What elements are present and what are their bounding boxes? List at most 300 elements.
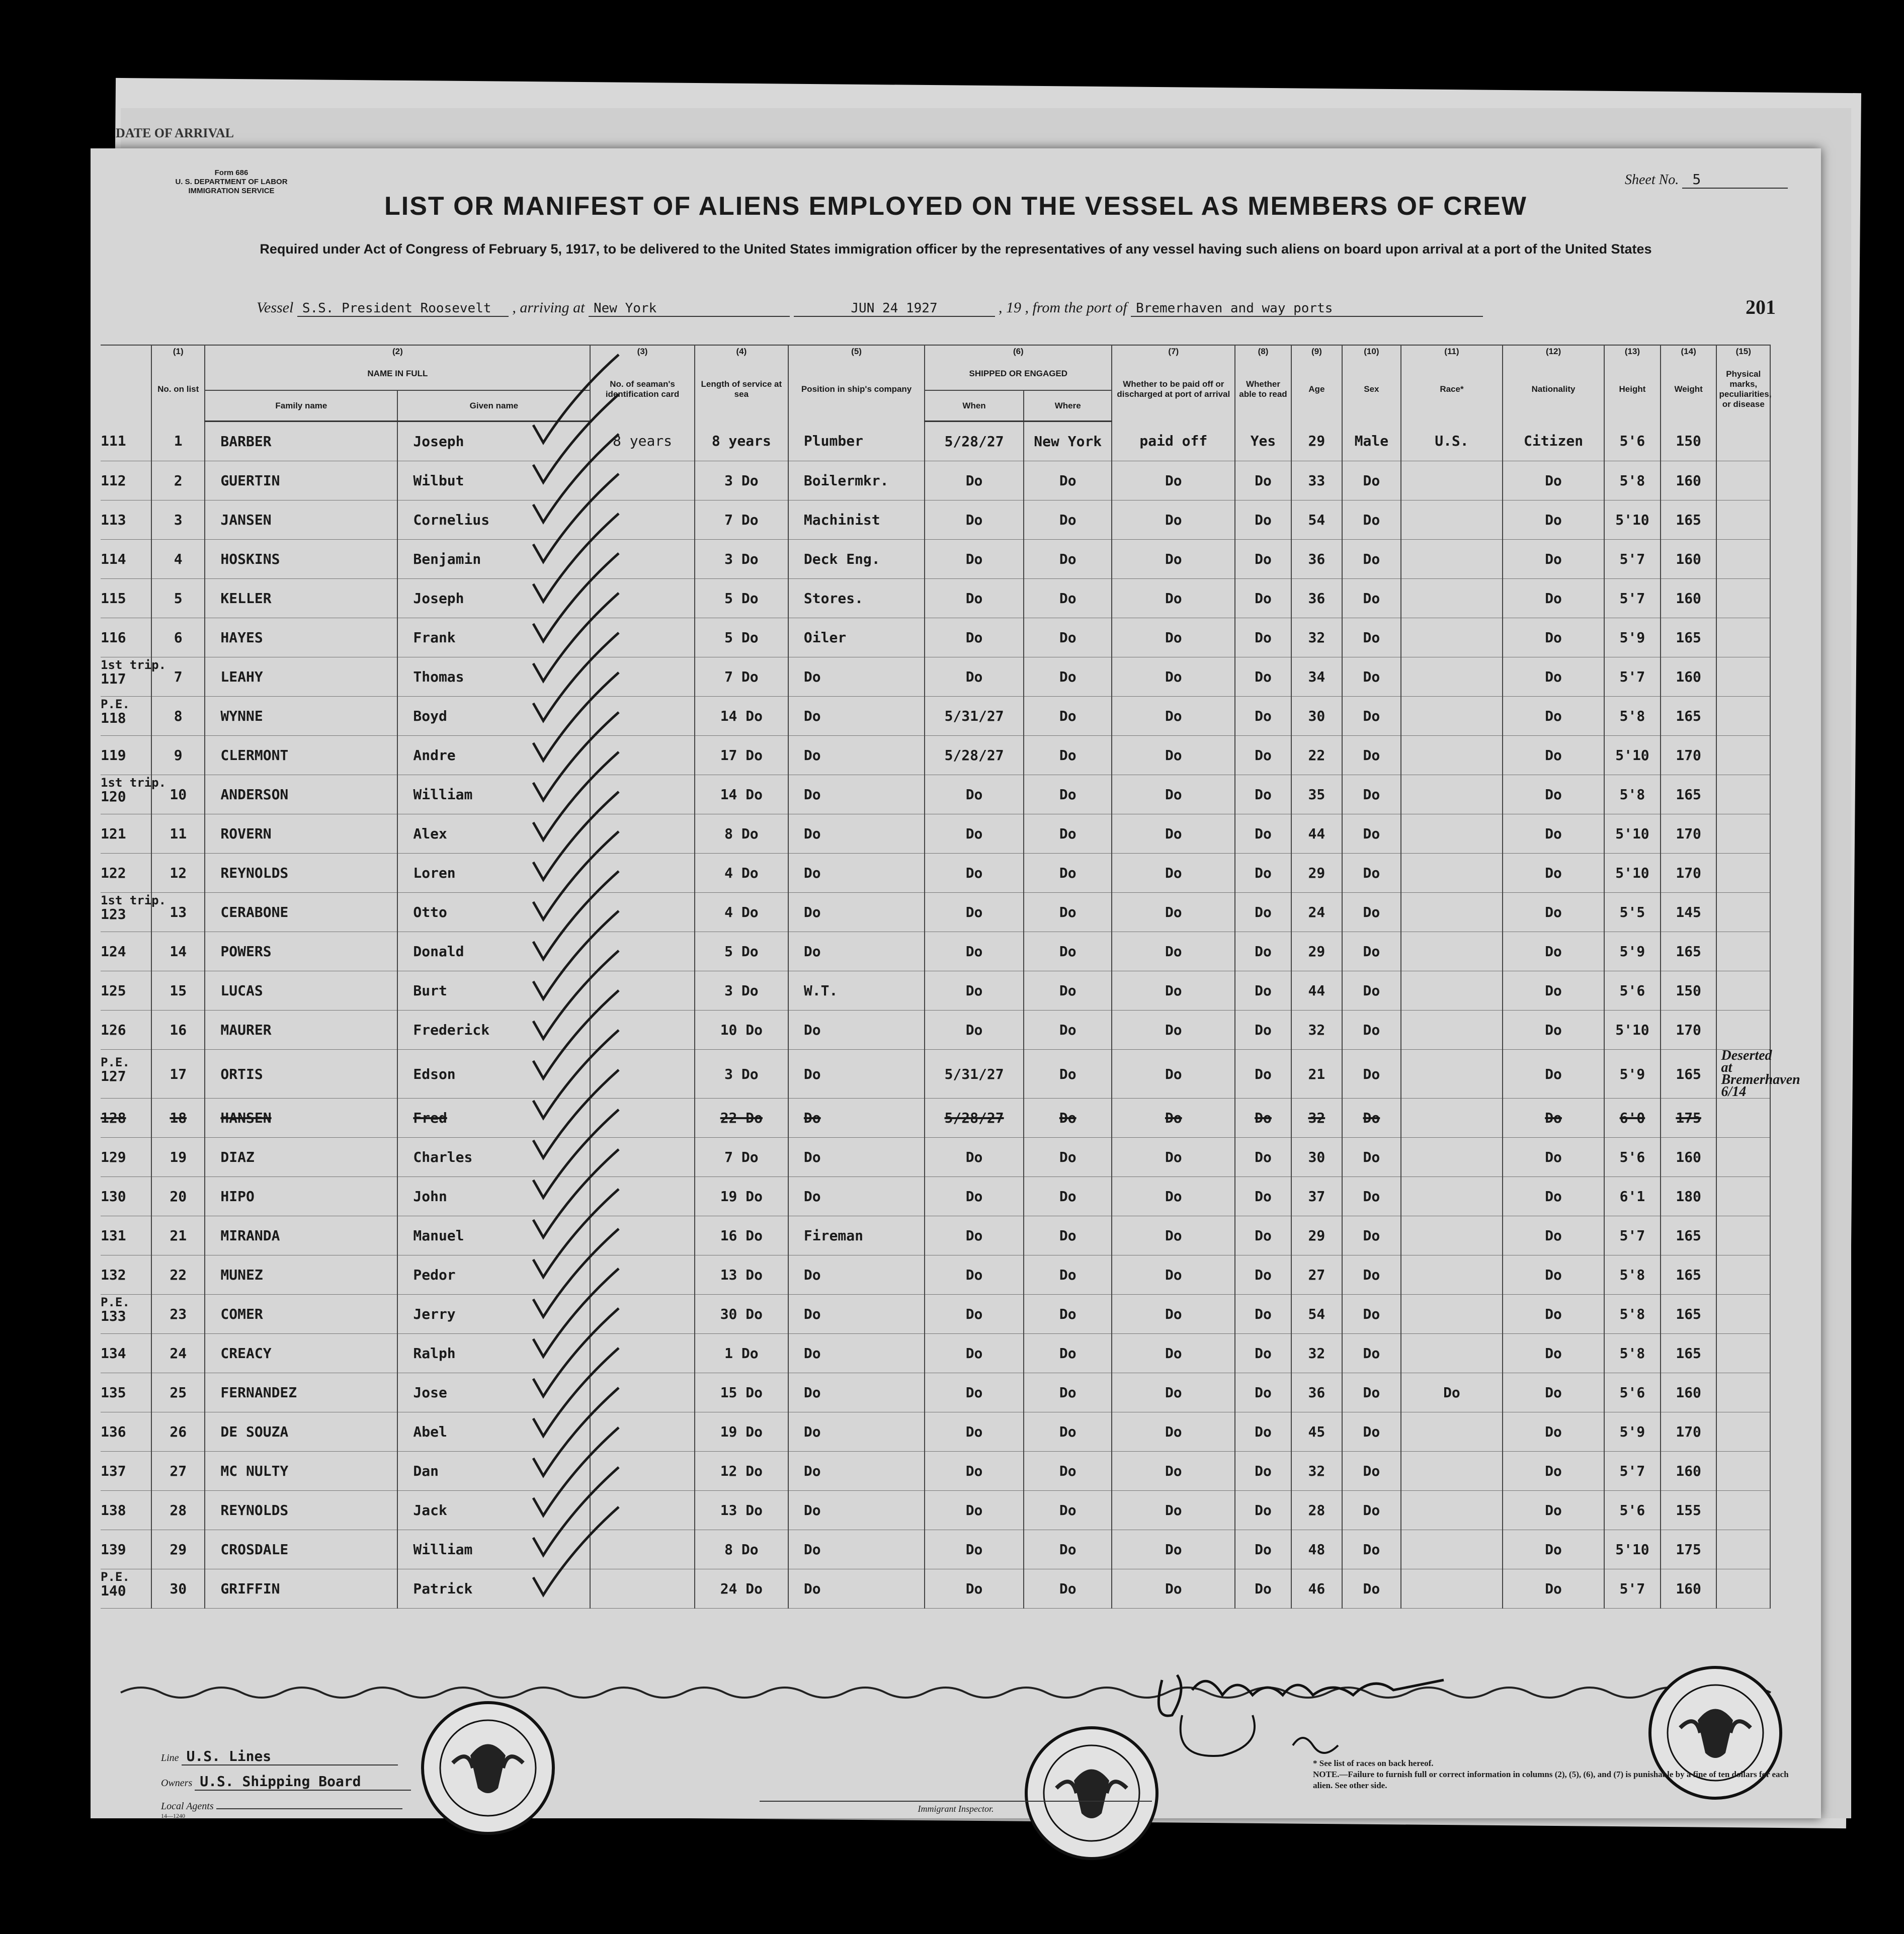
col-physical-marks: Physical marks, peculiarities, or disease <box>1716 358 1770 422</box>
id-card <box>590 736 694 775</box>
height: 5'10 <box>1604 854 1661 893</box>
age: 29 <box>1291 932 1342 971</box>
line-index <box>101 618 151 657</box>
row-number: 30 <box>151 1569 205 1609</box>
able-to-read: Do <box>1235 697 1291 736</box>
height: 5'10 <box>1604 500 1661 540</box>
nationality: Do <box>1503 500 1604 540</box>
family-name: DE SOUZA <box>205 1412 397 1452</box>
shipped-when: Do <box>925 1491 1024 1530</box>
weight: 180 <box>1661 1177 1717 1216</box>
sex: Do <box>1342 1530 1401 1569</box>
sex: Do <box>1342 971 1401 1011</box>
weight: 170 <box>1661 854 1717 893</box>
table-row <box>101 697 1770 736</box>
shipped-where: Do <box>1024 736 1112 775</box>
line-label: Line <box>161 1752 179 1763</box>
row-number: 15 <box>151 971 205 1011</box>
header-row-labels <box>101 358 1770 390</box>
position: Oiler <box>788 618 925 657</box>
family-name: GUERTIN <box>205 461 397 500</box>
physical-marks <box>1716 814 1770 854</box>
line-index-value: 115 <box>101 590 126 607</box>
page-subtitle: Required under Act of Congress of February 5, 1917, to be delivered to the United States immigration officer by the representatives of any vessel having such aliens on board upon arrival at a port of the United States <box>260 241 1652 257</box>
shipped-where: Do <box>1024 697 1112 736</box>
paid-off: Do <box>1112 579 1235 618</box>
given-name: Edson <box>397 1050 590 1099</box>
age: 48 <box>1291 1530 1342 1569</box>
paid-off: Do <box>1112 932 1235 971</box>
id-card <box>590 1334 694 1373</box>
family-name: HOSKINS <box>205 540 397 579</box>
weight: 165 <box>1661 1334 1717 1373</box>
age: 45 <box>1291 1412 1342 1452</box>
paid-off: Do <box>1112 697 1235 736</box>
col-no-on-list: No. on list <box>151 358 205 422</box>
given-name: Dan <box>397 1452 590 1491</box>
line-index-value: 117 <box>101 670 126 687</box>
physical-marks <box>1716 775 1770 814</box>
race: U.S. <box>1401 422 1503 461</box>
shipped-when: Do <box>925 1011 1024 1050</box>
line-index-value: 129 <box>101 1149 126 1165</box>
immigrant-inspector-line: Immigrant Inspector. <box>760 1801 1152 1814</box>
col-number-14: (14) <box>1661 345 1717 358</box>
race <box>1401 1569 1503 1609</box>
sex: Do <box>1342 1099 1401 1138</box>
race <box>1401 1530 1503 1569</box>
given-name: Otto <box>397 893 590 932</box>
position: Do <box>788 1569 925 1609</box>
id-card <box>590 1099 694 1138</box>
row-number: 27 <box>151 1452 205 1491</box>
physical-marks <box>1716 1334 1770 1373</box>
able-to-read: Do <box>1235 1255 1291 1295</box>
paid-off: Do <box>1112 540 1235 579</box>
shipped-where: Do <box>1024 932 1112 971</box>
id-card <box>590 1050 694 1099</box>
row-number: 10 <box>151 775 205 814</box>
age: 29 <box>1291 1216 1342 1255</box>
able-to-read: Do <box>1235 775 1291 814</box>
line-index-value: 128 <box>101 1110 126 1126</box>
weight: 165 <box>1661 775 1717 814</box>
given-name: John <box>397 1177 590 1216</box>
given-name: Frank <box>397 618 590 657</box>
col-weight: Weight <box>1661 358 1717 422</box>
able-to-read: Do <box>1235 814 1291 854</box>
sex: Do <box>1342 1295 1401 1334</box>
year-label: , 19 <box>999 299 1021 316</box>
shipped-when: Do <box>925 1295 1024 1334</box>
header-row-numbers <box>101 345 1770 358</box>
paid-off: Do <box>1112 1216 1235 1255</box>
length-of-service: 19 Do <box>695 1177 788 1216</box>
height: 5'10 <box>1604 1011 1661 1050</box>
sheet-number-label: Sheet No. <box>1625 172 1679 188</box>
age: 36 <box>1291 540 1342 579</box>
paid-off: Do <box>1112 500 1235 540</box>
position: Do <box>788 854 925 893</box>
age: 37 <box>1291 1177 1342 1216</box>
given-name: Joseph <box>397 422 590 461</box>
physical-marks <box>1716 971 1770 1011</box>
line-index <box>101 1530 151 1569</box>
footnote <box>1313 1758 1791 1791</box>
length-of-service: 8 Do <box>695 814 788 854</box>
family-name: REYNOLDS <box>205 1491 397 1530</box>
able-to-read: Do <box>1235 1177 1291 1216</box>
table-row <box>101 1491 1770 1530</box>
line-index <box>101 1373 151 1412</box>
age: 33 <box>1291 461 1342 500</box>
able-to-read: Do <box>1235 1099 1291 1138</box>
position: Deck Eng. <box>788 540 925 579</box>
nationality: Do <box>1503 461 1604 500</box>
row-number: 18 <box>151 1099 205 1138</box>
sex: Do <box>1342 893 1401 932</box>
position: Boilermkr. <box>788 461 925 500</box>
manifest-sheet <box>91 148 1821 1818</box>
line-index <box>101 1452 151 1491</box>
position: Do <box>788 1373 925 1412</box>
col-number-7: (7) <box>1112 345 1235 358</box>
age: 44 <box>1291 971 1342 1011</box>
shipped-when: Do <box>925 1452 1024 1491</box>
id-card <box>590 1569 694 1609</box>
given-name: Andre <box>397 736 590 775</box>
table-row <box>101 814 1770 854</box>
shipped-where: Do <box>1024 1099 1112 1138</box>
shipped-where: Do <box>1024 1177 1112 1216</box>
line-index-value: 113 <box>101 512 126 528</box>
col-name-in-full: NAME IN FULL <box>205 358 590 390</box>
id-card <box>590 1295 694 1334</box>
line-index-value: 136 <box>101 1423 126 1440</box>
weight: 160 <box>1661 657 1717 697</box>
family-name: ANDERSON <box>205 775 397 814</box>
shipped-where: Do <box>1024 1295 1112 1334</box>
nationality: Do <box>1503 1412 1604 1452</box>
weight: 160 <box>1661 1138 1717 1177</box>
paid-off: Do <box>1112 1177 1235 1216</box>
height: 5'6 <box>1604 1373 1661 1412</box>
physical-marks <box>1716 1530 1770 1569</box>
able-to-read: Do <box>1235 893 1291 932</box>
family-name: LEAHY <box>205 657 397 697</box>
line-index <box>101 1216 151 1255</box>
line-index <box>101 1011 151 1050</box>
id-card <box>590 1177 694 1216</box>
line-index <box>101 1334 151 1373</box>
line-index-value: 125 <box>101 982 126 999</box>
form-number: Form 686 <box>214 169 249 177</box>
shipped-when: 5/28/27 <box>925 422 1024 461</box>
weight: 170 <box>1661 1011 1717 1050</box>
given-name: Pedor <box>397 1255 590 1295</box>
nationality: Do <box>1503 1373 1604 1412</box>
weight: 145 <box>1661 893 1717 932</box>
weight: 165 <box>1661 697 1717 736</box>
id-card <box>590 1011 694 1050</box>
given-name: Alex <box>397 814 590 854</box>
owners-value: U.S. Shipping Board <box>195 1773 411 1791</box>
race <box>1401 1255 1503 1295</box>
id-card <box>590 1255 694 1295</box>
shipped-where: Do <box>1024 1011 1112 1050</box>
page-number: 201 <box>1746 296 1776 318</box>
race <box>1401 775 1503 814</box>
position: Do <box>788 1452 925 1491</box>
position: Stores. <box>788 579 925 618</box>
col-number-8: (8) <box>1235 345 1291 358</box>
row-number: 14 <box>151 932 205 971</box>
shipped-when: Do <box>925 1138 1024 1177</box>
line-index-value: 120 <box>101 788 126 805</box>
nationality: Do <box>1503 893 1604 932</box>
family-name: CREACY <box>205 1334 397 1373</box>
page-title: LIST OR MANIFEST OF ALIENS EMPLOYED ON THE VESSEL AS MEMBERS OF CREW <box>384 192 1527 221</box>
vessel-name: S.S. President Roosevelt <box>297 301 509 317</box>
age: 54 <box>1291 500 1342 540</box>
shipped-when: Do <box>925 893 1024 932</box>
line-index-value: 130 <box>101 1188 126 1205</box>
line-index <box>101 1177 151 1216</box>
line-index-value: 114 <box>101 551 126 567</box>
line-index <box>101 1255 151 1295</box>
length-of-service: 5 Do <box>695 932 788 971</box>
family-name: DIAZ <box>205 1138 397 1177</box>
col-able-to-read: Whether able to read <box>1235 358 1291 422</box>
paid-off: Do <box>1112 775 1235 814</box>
row-number: 2 <box>151 461 205 500</box>
line-index-value: 116 <box>101 629 126 646</box>
sex: Do <box>1342 1138 1401 1177</box>
id-card <box>590 1491 694 1530</box>
line-index <box>101 775 167 814</box>
paid-off: Do <box>1112 1255 1235 1295</box>
physical-marks <box>1716 697 1770 736</box>
row-number: 24 <box>151 1334 205 1373</box>
line-index <box>101 540 151 579</box>
family-name: CLERMONT <box>205 736 397 775</box>
row-number: 6 <box>151 618 205 657</box>
physical-marks <box>1716 1216 1770 1255</box>
nationality: Do <box>1503 1295 1604 1334</box>
row-number: 5 <box>151 579 205 618</box>
able-to-read: Do <box>1235 1334 1291 1373</box>
family-name: MC NULTY <box>205 1452 397 1491</box>
height: 5'9 <box>1604 618 1661 657</box>
shipped-where: Do <box>1024 1334 1112 1373</box>
arriving-label: , arriving at <box>512 299 585 316</box>
age: 32 <box>1291 1334 1342 1373</box>
age: 46 <box>1291 1569 1342 1609</box>
given-name: Thomas <box>397 657 590 697</box>
table-row <box>101 736 1770 775</box>
age: 36 <box>1291 579 1342 618</box>
position: Do <box>788 932 925 971</box>
trip-note: 1st trip. <box>101 658 167 672</box>
weight: 155 <box>1661 1491 1717 1530</box>
line-index-value: 138 <box>101 1502 126 1519</box>
table-row <box>101 618 1770 657</box>
shipped-when: Do <box>925 1530 1024 1569</box>
race <box>1401 1138 1503 1177</box>
paid-off: Do <box>1112 1334 1235 1373</box>
row-number: 26 <box>151 1412 205 1452</box>
weight: 160 <box>1661 540 1717 579</box>
nationality: Do <box>1503 618 1604 657</box>
height: 5'7 <box>1604 540 1661 579</box>
able-to-read: Do <box>1235 854 1291 893</box>
given-name: Benjamin <box>397 540 590 579</box>
line-index <box>101 422 151 461</box>
race <box>1401 814 1503 854</box>
age: 32 <box>1291 1099 1342 1138</box>
local-agents-label: Local Agents <box>161 1801 214 1812</box>
nationality: Do <box>1503 775 1604 814</box>
nationality: Do <box>1503 1050 1604 1099</box>
sex: Do <box>1342 1569 1401 1609</box>
nationality: Do <box>1503 971 1604 1011</box>
length-of-service: 30 Do <box>695 1295 788 1334</box>
weight: 165 <box>1661 1216 1717 1255</box>
age: 22 <box>1291 736 1342 775</box>
given-name: Cornelius <box>397 500 590 540</box>
line-index-value: 122 <box>101 865 126 881</box>
physical-marks <box>1716 422 1770 461</box>
table-row <box>101 1373 1770 1412</box>
table-row <box>101 1334 1770 1373</box>
physical-marks: Deserted at Bremerhaven 6/14 <box>1716 1050 1770 1099</box>
paid-off: Do <box>1112 814 1235 854</box>
race <box>1401 854 1503 893</box>
vessel-line <box>257 299 1483 317</box>
able-to-read: Do <box>1235 1530 1291 1569</box>
shipped-when: Do <box>925 500 1024 540</box>
given-name: Jose <box>397 1373 590 1412</box>
length-of-service: 3 Do <box>695 461 788 500</box>
length-of-service: 5 Do <box>695 618 788 657</box>
consulate-seal-stamp-2 <box>1021 1723 1162 1864</box>
physical-marks <box>1716 461 1770 500</box>
crew-manifest-table <box>101 345 1800 1609</box>
departure-port: Bremerhaven and way ports <box>1131 301 1483 317</box>
trip-note: 1st trip. <box>101 893 167 907</box>
position: Do <box>788 736 925 775</box>
weight: 160 <box>1661 1452 1717 1491</box>
position: Do <box>788 657 925 697</box>
race-footnote: * See list of races on back hereof. <box>1313 1758 1434 1768</box>
shipped-when: 5/31/27 <box>925 697 1024 736</box>
shipped-when: Do <box>925 579 1024 618</box>
row-number: 19 <box>151 1138 205 1177</box>
row-number: 17 <box>151 1050 205 1099</box>
shipped-where: New York <box>1024 422 1112 461</box>
weight: 175 <box>1661 1099 1717 1138</box>
shipped-where: Do <box>1024 657 1112 697</box>
weight: 160 <box>1661 1569 1717 1609</box>
nationality: Do <box>1503 1491 1604 1530</box>
position: Do <box>788 1050 925 1099</box>
row-number: 7 <box>151 657 205 697</box>
shipped-where: Do <box>1024 1216 1112 1255</box>
weight: 150 <box>1661 971 1717 1011</box>
line-index <box>101 1412 151 1452</box>
given-name: Loren <box>397 854 590 893</box>
sex: Do <box>1342 618 1401 657</box>
table-row <box>101 1011 1770 1050</box>
able-to-read: Do <box>1235 657 1291 697</box>
fine-footnote: NOTE.—Failure to furnish full or correct information in columns (2), (5), (6), and (7) is punishable by a fine of ten dollars for each alien. See other side. <box>1313 1770 1789 1790</box>
row-number: 12 <box>151 854 205 893</box>
line-index <box>101 932 151 971</box>
trip-note: P.E. <box>101 1570 130 1584</box>
trip-note: P.E. <box>101 697 130 711</box>
height: 5'6 <box>1604 1491 1661 1530</box>
height: 6'0 <box>1604 1099 1661 1138</box>
height: 5'9 <box>1604 932 1661 971</box>
nationality: Do <box>1503 932 1604 971</box>
shipped-where: Do <box>1024 1050 1112 1099</box>
id-card <box>590 618 694 657</box>
sex: Do <box>1342 540 1401 579</box>
length-of-service: 4 Do <box>695 854 788 893</box>
sex: Do <box>1342 579 1401 618</box>
nationality: Do <box>1503 854 1604 893</box>
line-index-value: 121 <box>101 825 126 842</box>
sex: Do <box>1342 1412 1401 1452</box>
sex: Do <box>1342 1334 1401 1373</box>
paid-off: paid off <box>1112 422 1235 461</box>
arrival-date: JUN 24 1927 <box>794 301 995 317</box>
paid-off: Do <box>1112 1295 1235 1334</box>
height: 5'7 <box>1604 579 1661 618</box>
sex: Do <box>1342 1373 1401 1412</box>
shipped-where: Do <box>1024 893 1112 932</box>
race <box>1401 1295 1503 1334</box>
shipped-where: Do <box>1024 814 1112 854</box>
position: Do <box>788 697 925 736</box>
line-index <box>101 814 151 854</box>
age: 54 <box>1291 1295 1342 1334</box>
sex: Do <box>1342 1491 1401 1530</box>
age: 35 <box>1291 775 1342 814</box>
given-name: Donald <box>397 932 590 971</box>
shipped-when: Do <box>925 1334 1024 1373</box>
line-index-value: 135 <box>101 1384 126 1401</box>
shipped-where: Do <box>1024 579 1112 618</box>
able-to-read: Do <box>1235 1138 1291 1177</box>
col-sex: Sex <box>1342 358 1401 422</box>
vessel-label: Vessel <box>257 299 294 316</box>
sex: Do <box>1342 1050 1401 1099</box>
height: 5'8 <box>1604 1334 1661 1373</box>
col-when: When <box>925 390 1024 422</box>
nationality: Do <box>1503 579 1604 618</box>
height: 5'9 <box>1604 1412 1661 1452</box>
able-to-read: Do <box>1235 1452 1291 1491</box>
table-row <box>101 1412 1770 1452</box>
length-of-service: 1 Do <box>695 1334 788 1373</box>
col-number-10: (10) <box>1342 345 1401 358</box>
col-number-1: (1) <box>151 345 205 358</box>
table-row <box>101 1569 1770 1609</box>
sex: Do <box>1342 1177 1401 1216</box>
line-index-value: 118 <box>101 710 126 726</box>
length-of-service: 7 Do <box>695 500 788 540</box>
